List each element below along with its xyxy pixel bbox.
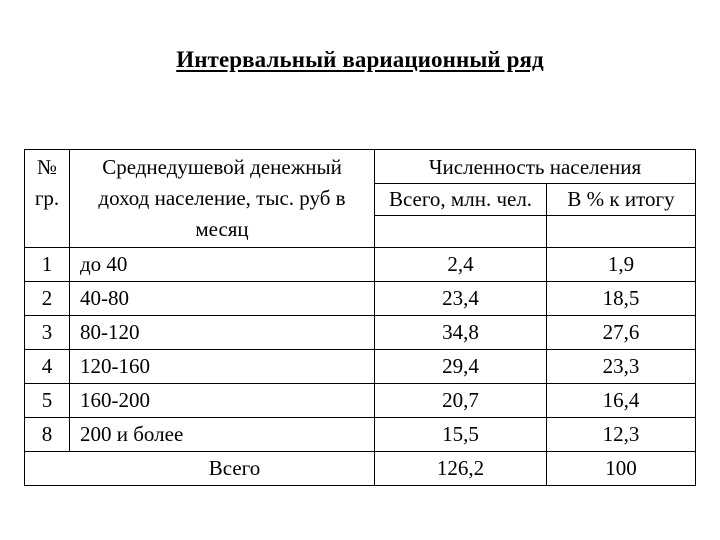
header-income xyxy=(70,150,375,248)
header-population: Численность населения xyxy=(375,150,696,184)
row-number: 5 xyxy=(25,384,70,418)
header-number-symbol: № xyxy=(36,155,58,179)
row-number: 1 xyxy=(25,248,70,282)
row-percent: 27,6 xyxy=(547,316,696,350)
row-total: 23,4 xyxy=(375,282,547,316)
row-number: 2 xyxy=(25,282,70,316)
row-total: 15,5 xyxy=(375,418,547,452)
total-population: 126,2 xyxy=(375,452,547,486)
table-row xyxy=(25,384,696,418)
page-title: Интервальный вариационный ряд xyxy=(176,47,544,72)
header-group-number xyxy=(25,150,70,248)
header-income-line1: Среднедушевой денежный xyxy=(102,155,342,179)
table-row xyxy=(25,316,696,350)
variation-series-table xyxy=(24,149,696,486)
row-number: 8 xyxy=(25,418,70,452)
header-income-line2: доход население, тыс. руб в xyxy=(98,186,346,210)
row-percent: 12,3 xyxy=(547,418,696,452)
row-percent: 18,5 xyxy=(547,282,696,316)
row-income: 80-120 xyxy=(70,316,375,350)
row-number: 3 xyxy=(25,316,70,350)
header-row xyxy=(25,150,696,184)
row-income: 120-160 xyxy=(70,350,375,384)
header-blank-cell xyxy=(375,216,547,248)
total-percent: 100 xyxy=(547,452,696,486)
row-income: 40-80 xyxy=(70,282,375,316)
table-row xyxy=(25,350,696,384)
table-row xyxy=(25,282,696,316)
row-income: 200 и более xyxy=(70,418,375,452)
total-row xyxy=(25,452,696,486)
header-total-mln: Всего, млн. чел. xyxy=(375,184,547,216)
header-income-line3: месяц xyxy=(195,217,249,241)
row-income: до 40 xyxy=(70,248,375,282)
header-group-abbr: гр. xyxy=(34,186,60,210)
header-blank-cell xyxy=(547,216,696,248)
table-row xyxy=(25,418,696,452)
header-percent: В % к итогу xyxy=(547,184,696,216)
row-total: 34,8 xyxy=(375,316,547,350)
row-income: 160-200 xyxy=(70,384,375,418)
row-percent: 16,4 xyxy=(547,384,696,418)
row-total: 29,4 xyxy=(375,350,547,384)
table-row xyxy=(25,248,696,282)
row-percent: 23,3 xyxy=(547,350,696,384)
row-number: 4 xyxy=(25,350,70,384)
row-total: 20,7 xyxy=(375,384,547,418)
row-total: 2,4 xyxy=(375,248,547,282)
row-percent: 1,9 xyxy=(547,248,696,282)
total-label: Всего xyxy=(25,452,375,486)
